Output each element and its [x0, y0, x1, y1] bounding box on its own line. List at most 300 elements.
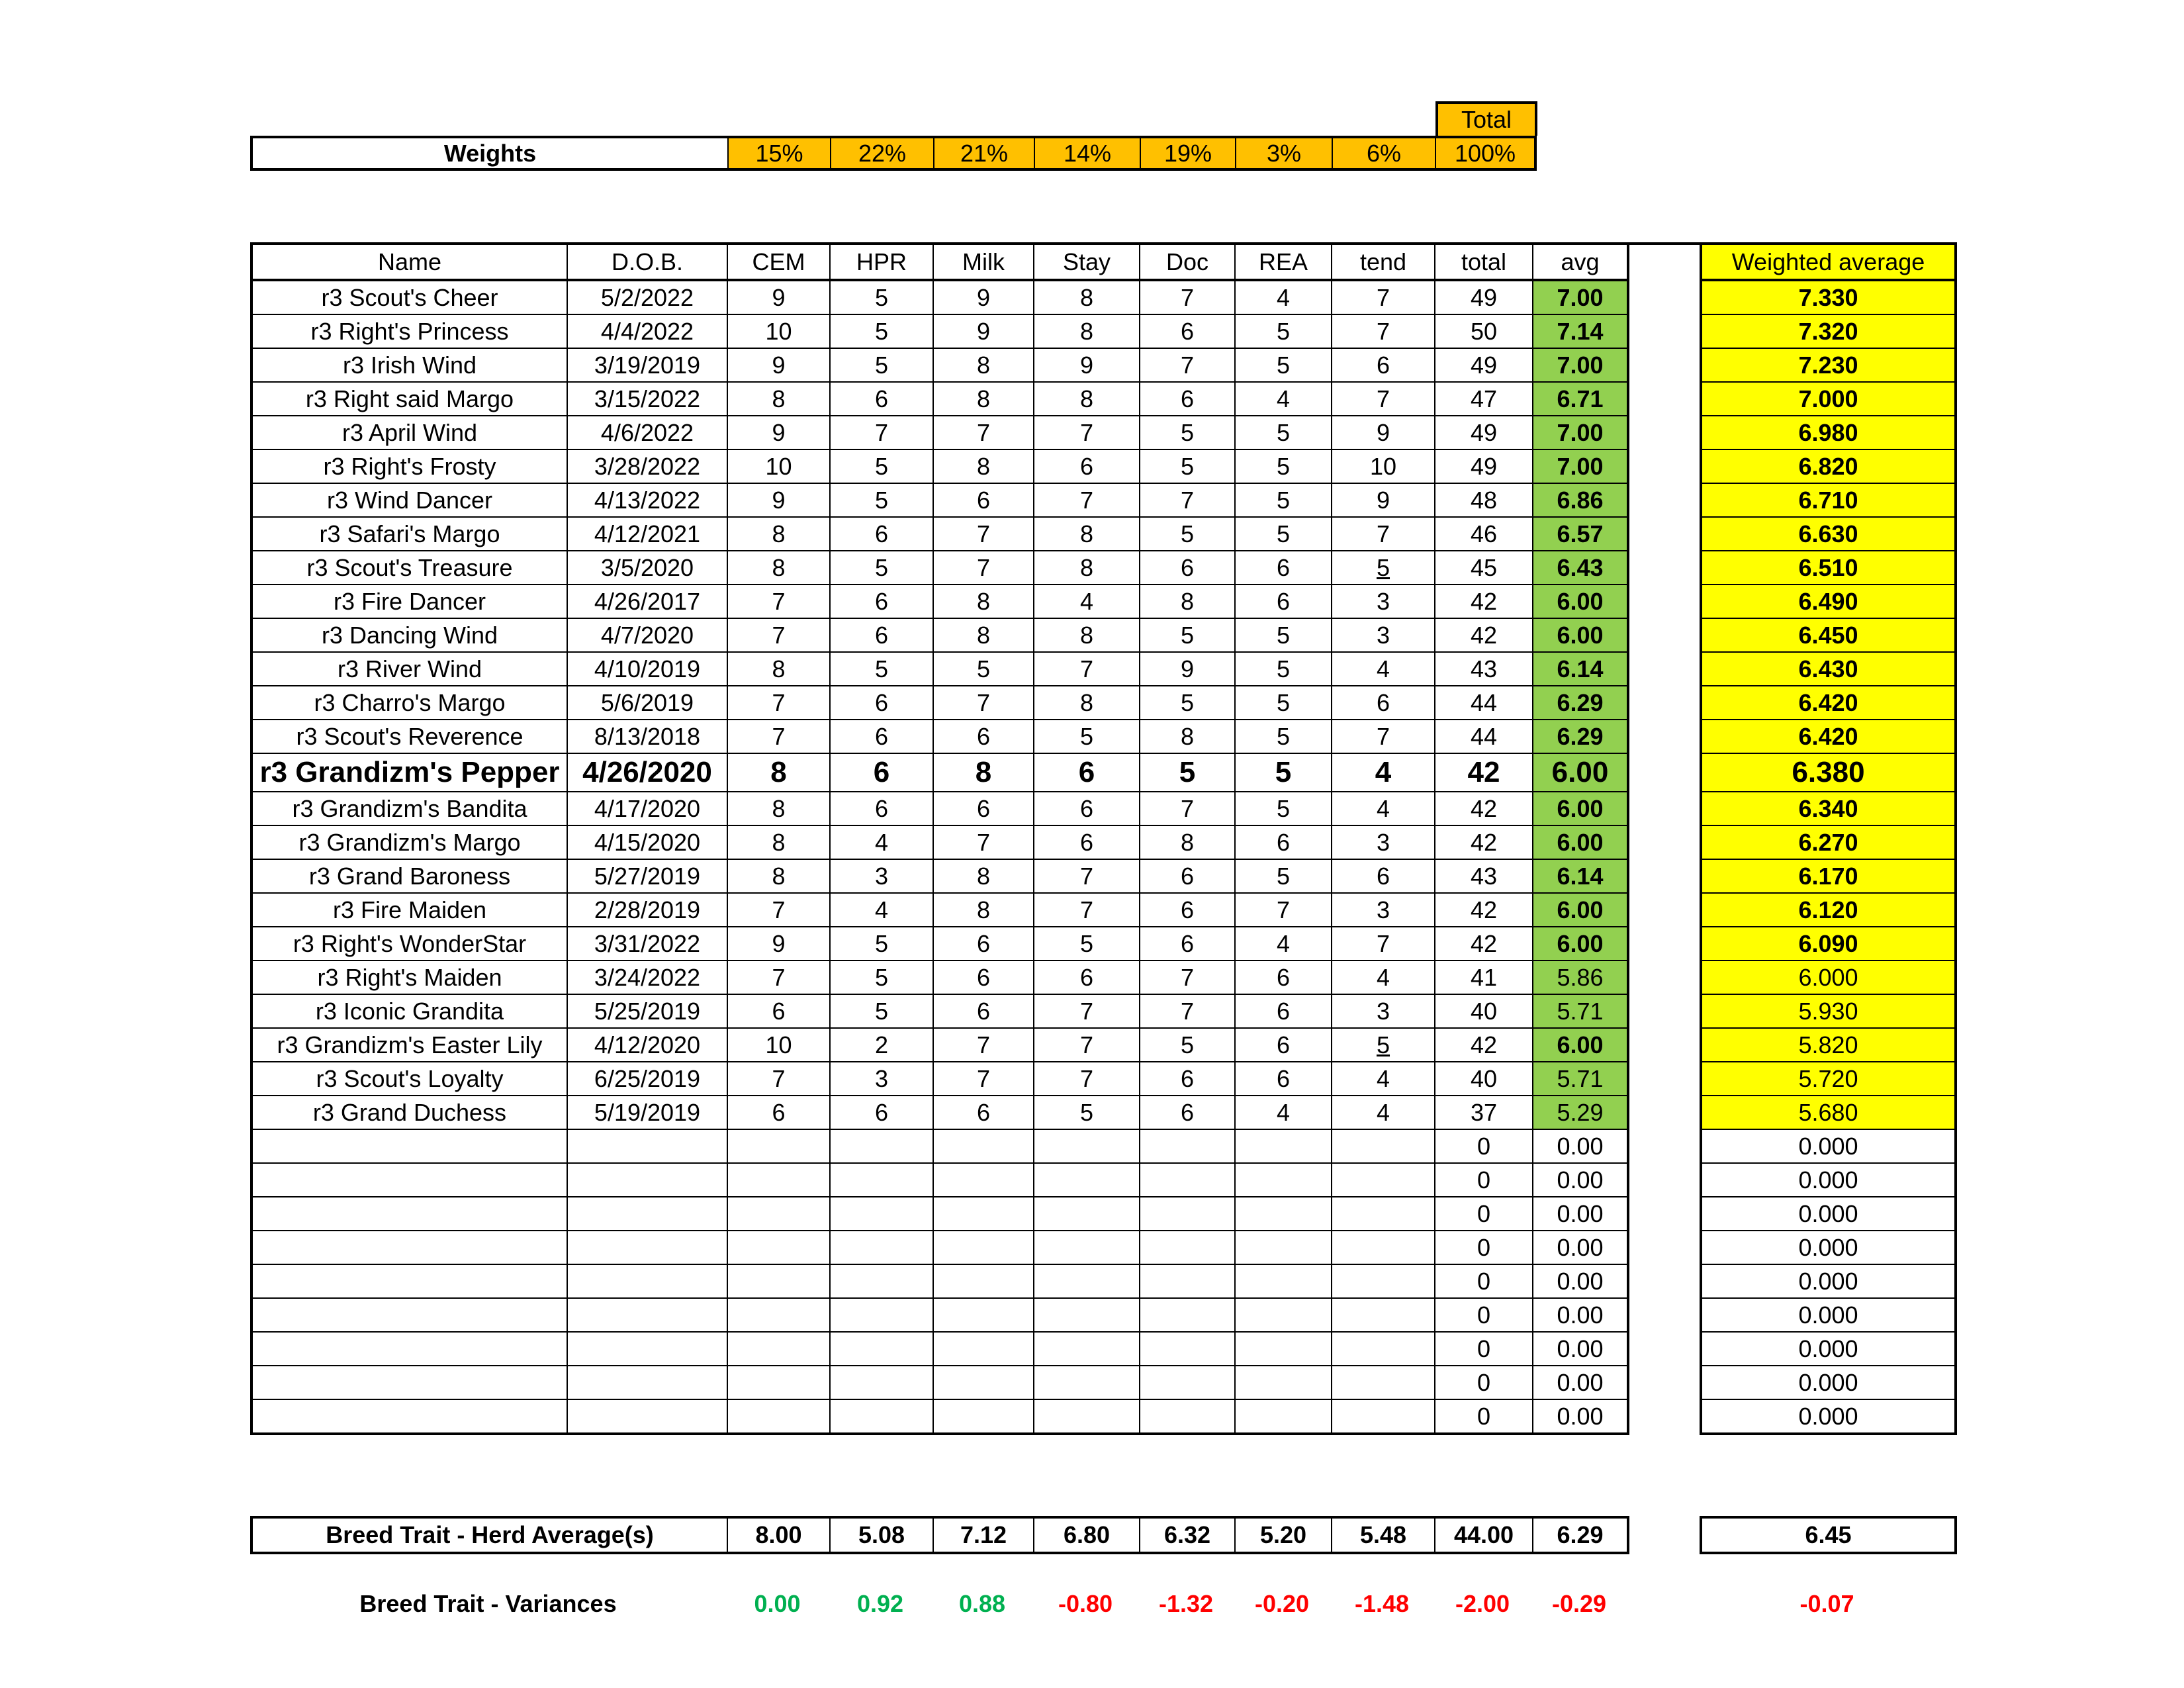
cell-name[interactable]	[251, 382, 567, 416]
cell-total[interactable]	[1435, 1163, 1533, 1197]
cell-stay[interactable]	[1034, 1231, 1140, 1264]
cell-cem[interactable]	[727, 517, 830, 551]
cell-weighted-average[interactable]	[1701, 859, 1956, 893]
cell-doc[interactable]	[1140, 927, 1235, 961]
cell-stay[interactable]	[1034, 1028, 1140, 1062]
cell-avg[interactable]	[1533, 1129, 1628, 1163]
cell-tend[interactable]	[1332, 1399, 1435, 1434]
cell-weighted-average[interactable]	[1701, 961, 1956, 994]
cell-weighted-average[interactable]	[1701, 1332, 1956, 1366]
herd-avg-total[interactable]: 44.00	[1435, 1517, 1533, 1553]
cell-dob[interactable]	[567, 1231, 727, 1264]
cell-doc[interactable]	[1140, 1197, 1235, 1231]
cell-stay[interactable]	[1034, 720, 1140, 753]
cell-dob[interactable]	[567, 1332, 727, 1366]
cell-doc[interactable]	[1140, 1062, 1235, 1096]
cell-tend[interactable]	[1332, 825, 1435, 859]
cell-avg[interactable]	[1533, 1332, 1628, 1366]
cell-avg[interactable]	[1533, 753, 1628, 792]
cell-tend[interactable]	[1332, 348, 1435, 382]
cell-dob[interactable]	[567, 686, 727, 720]
cell-milk[interactable]	[933, 686, 1034, 720]
cell-cem[interactable]	[727, 753, 830, 792]
cell-tend[interactable]	[1332, 1197, 1435, 1231]
cell-dob[interactable]	[567, 382, 727, 416]
cell-avg[interactable]	[1533, 1163, 1628, 1197]
cell-stay[interactable]	[1034, 753, 1140, 792]
cell-total[interactable]	[1435, 314, 1533, 348]
cell-stay[interactable]	[1034, 1298, 1140, 1332]
cell-name[interactable]	[251, 1129, 567, 1163]
cell-hpr[interactable]	[830, 686, 933, 720]
cell-weighted-average[interactable]	[1701, 825, 1956, 859]
cell-cem[interactable]	[727, 1197, 830, 1231]
cell-weighted-average[interactable]	[1701, 280, 1956, 314]
herd-avg-rea[interactable]: 5.20	[1235, 1517, 1332, 1553]
cell-weighted-average[interactable]	[1701, 893, 1956, 927]
cell-rea[interactable]	[1235, 994, 1332, 1028]
cell-dob[interactable]	[567, 1264, 727, 1298]
cell-stay[interactable]	[1034, 1163, 1140, 1197]
cell-doc[interactable]	[1140, 618, 1235, 652]
cell-dob[interactable]	[567, 1197, 727, 1231]
cell-cem[interactable]	[727, 1298, 830, 1332]
cell-dob[interactable]	[567, 1129, 727, 1163]
cell-avg[interactable]	[1533, 1062, 1628, 1096]
cell-tend[interactable]	[1332, 1231, 1435, 1264]
header-stay[interactable]: Stay	[1034, 244, 1140, 280]
cell-name[interactable]	[251, 585, 567, 618]
cell-dob[interactable]	[567, 1096, 727, 1129]
cell-milk[interactable]	[933, 1028, 1034, 1062]
cell-hpr[interactable]	[830, 825, 933, 859]
weights-total-header[interactable]: Total	[1435, 101, 1537, 136]
herd-avg-doc[interactable]: 6.32	[1140, 1517, 1235, 1553]
cell-total[interactable]	[1435, 927, 1533, 961]
cell-weighted-average[interactable]	[1701, 1096, 1956, 1129]
cell-weighted-average[interactable]	[1701, 927, 1956, 961]
cell-hpr[interactable]	[830, 618, 933, 652]
cell-cem[interactable]	[727, 1163, 830, 1197]
cell-doc[interactable]	[1140, 1028, 1235, 1062]
cell-weighted-average[interactable]	[1701, 1163, 1956, 1197]
cell-hpr[interactable]	[830, 961, 933, 994]
cell-rea[interactable]	[1235, 449, 1332, 483]
cell-tend[interactable]	[1332, 893, 1435, 927]
cell-rea[interactable]	[1235, 1366, 1332, 1399]
cell-milk[interactable]	[933, 1298, 1034, 1332]
cell-total[interactable]	[1435, 449, 1533, 483]
cell-rea[interactable]	[1235, 1197, 1332, 1231]
cell-total[interactable]	[1435, 1197, 1533, 1231]
cell-stay[interactable]	[1034, 825, 1140, 859]
cell-total[interactable]	[1435, 753, 1533, 792]
cell-total[interactable]	[1435, 382, 1533, 416]
cell-tend[interactable]	[1332, 483, 1435, 517]
cell-avg[interactable]	[1533, 686, 1628, 720]
cell-hpr[interactable]	[830, 1399, 933, 1434]
cell-avg[interactable]	[1533, 652, 1628, 686]
cell-milk[interactable]	[933, 1399, 1034, 1434]
cell-name[interactable]	[251, 792, 567, 825]
cell-total[interactable]	[1435, 551, 1533, 585]
cell-doc[interactable]	[1140, 517, 1235, 551]
cell-milk[interactable]	[933, 1332, 1034, 1366]
cell-tend[interactable]	[1332, 314, 1435, 348]
cell-rea[interactable]	[1235, 927, 1332, 961]
cell-total[interactable]	[1435, 1096, 1533, 1129]
cell-weighted-average[interactable]	[1701, 1366, 1956, 1399]
cell-name[interactable]	[251, 927, 567, 961]
cell-rea[interactable]	[1235, 280, 1332, 314]
cell-weighted-average[interactable]	[1701, 348, 1956, 382]
weight-stay[interactable]: 14%	[1035, 138, 1141, 168]
cell-doc[interactable]	[1140, 961, 1235, 994]
cell-avg[interactable]	[1533, 859, 1628, 893]
cell-hpr[interactable]	[830, 416, 933, 449]
cell-name[interactable]	[251, 686, 567, 720]
cell-milk[interactable]	[933, 893, 1034, 927]
cell-doc[interactable]	[1140, 1399, 1235, 1434]
header-hpr[interactable]: HPR	[830, 244, 933, 280]
cell-hpr[interactable]	[830, 585, 933, 618]
cell-tend[interactable]	[1332, 961, 1435, 994]
cell-dob[interactable]	[567, 1366, 727, 1399]
herd-avg-milk[interactable]: 7.12	[933, 1517, 1034, 1553]
cell-milk[interactable]	[933, 618, 1034, 652]
cell-tend[interactable]	[1332, 1129, 1435, 1163]
cell-avg[interactable]	[1533, 517, 1628, 551]
herd-avg-cem[interactable]: 8.00	[727, 1517, 830, 1553]
cell-weighted-average[interactable]	[1701, 314, 1956, 348]
cell-dob[interactable]	[567, 618, 727, 652]
cell-total[interactable]	[1435, 652, 1533, 686]
cell-rea[interactable]	[1235, 1298, 1332, 1332]
cell-doc[interactable]	[1140, 314, 1235, 348]
cell-total[interactable]	[1435, 1366, 1533, 1399]
cell-name[interactable]	[251, 1264, 567, 1298]
cell-total[interactable]	[1435, 416, 1533, 449]
cell-avg[interactable]	[1533, 551, 1628, 585]
weight-rea[interactable]: 3%	[1236, 138, 1333, 168]
cell-milk[interactable]	[933, 825, 1034, 859]
cell-rea[interactable]	[1235, 416, 1332, 449]
herd-avg-stay[interactable]: 6.80	[1034, 1517, 1140, 1553]
cell-doc[interactable]	[1140, 994, 1235, 1028]
cell-hpr[interactable]	[830, 1298, 933, 1332]
cell-hpr[interactable]	[830, 517, 933, 551]
cell-milk[interactable]	[933, 927, 1034, 961]
cell-cem[interactable]	[727, 893, 830, 927]
cell-name[interactable]	[251, 517, 567, 551]
cell-milk[interactable]	[933, 348, 1034, 382]
cell-hpr[interactable]	[830, 1231, 933, 1264]
cell-tend[interactable]	[1332, 416, 1435, 449]
cell-rea[interactable]	[1235, 961, 1332, 994]
cell-doc[interactable]	[1140, 382, 1235, 416]
cell-avg[interactable]	[1533, 961, 1628, 994]
cell-avg[interactable]	[1533, 927, 1628, 961]
cell-name[interactable]	[251, 825, 567, 859]
cell-hpr[interactable]	[830, 994, 933, 1028]
cell-avg[interactable]	[1533, 449, 1628, 483]
cell-hpr[interactable]	[830, 1096, 933, 1129]
cell-stay[interactable]	[1034, 314, 1140, 348]
cell-weighted-average[interactable]	[1701, 1062, 1956, 1096]
cell-name[interactable]	[251, 1399, 567, 1434]
cell-stay[interactable]	[1034, 517, 1140, 551]
cell-hpr[interactable]	[830, 348, 933, 382]
cell-rea[interactable]	[1235, 517, 1332, 551]
cell-cem[interactable]	[727, 382, 830, 416]
cell-dob[interactable]	[567, 517, 727, 551]
cell-weighted-average[interactable]	[1701, 382, 1956, 416]
weight-cem[interactable]: 15%	[729, 138, 831, 168]
cell-dob[interactable]	[567, 792, 727, 825]
cell-cem[interactable]	[727, 449, 830, 483]
cell-hpr[interactable]	[830, 1028, 933, 1062]
cell-cem[interactable]	[727, 1096, 830, 1129]
cell-doc[interactable]	[1140, 825, 1235, 859]
cell-avg[interactable]	[1533, 585, 1628, 618]
cell-weighted-average[interactable]	[1701, 1298, 1956, 1332]
cell-doc[interactable]	[1140, 652, 1235, 686]
header-weighted-average[interactable]: Weighted average	[1701, 244, 1956, 280]
cell-hpr[interactable]	[830, 859, 933, 893]
cell-hpr[interactable]	[830, 1332, 933, 1366]
cell-rea[interactable]	[1235, 1062, 1332, 1096]
cell-cem[interactable]	[727, 280, 830, 314]
cell-avg[interactable]	[1533, 825, 1628, 859]
cell-milk[interactable]	[933, 483, 1034, 517]
cell-doc[interactable]	[1140, 551, 1235, 585]
cell-weighted-average[interactable]	[1701, 994, 1956, 1028]
cell-stay[interactable]	[1034, 792, 1140, 825]
cell-doc[interactable]	[1140, 1332, 1235, 1366]
cell-avg[interactable]	[1533, 416, 1628, 449]
header-doc[interactable]: Doc	[1140, 244, 1235, 280]
cell-stay[interactable]	[1034, 348, 1140, 382]
cell-doc[interactable]	[1140, 449, 1235, 483]
cell-total[interactable]	[1435, 1028, 1533, 1062]
cell-name[interactable]	[251, 1096, 567, 1129]
header-rea[interactable]: REA	[1235, 244, 1332, 280]
cell-tend[interactable]	[1332, 1366, 1435, 1399]
cell-milk[interactable]	[933, 753, 1034, 792]
cell-dob[interactable]	[567, 449, 727, 483]
cell-milk[interactable]	[933, 859, 1034, 893]
cell-dob[interactable]	[567, 1028, 727, 1062]
cell-name[interactable]	[251, 1298, 567, 1332]
cell-doc[interactable]	[1140, 1129, 1235, 1163]
cell-doc[interactable]	[1140, 792, 1235, 825]
cell-total[interactable]	[1435, 585, 1533, 618]
cell-name[interactable]	[251, 618, 567, 652]
cell-total[interactable]	[1435, 792, 1533, 825]
cell-milk[interactable]	[933, 1231, 1034, 1264]
cell-doc[interactable]	[1140, 753, 1235, 792]
cell-milk[interactable]	[933, 961, 1034, 994]
cell-avg[interactable]	[1533, 618, 1628, 652]
cell-avg[interactable]	[1533, 1231, 1628, 1264]
header-milk[interactable]: Milk	[933, 244, 1034, 280]
cell-total[interactable]	[1435, 825, 1533, 859]
cell-hpr[interactable]	[830, 551, 933, 585]
cell-stay[interactable]	[1034, 1399, 1140, 1434]
cell-stay[interactable]	[1034, 449, 1140, 483]
herd-avg-weighted[interactable]: 6.45	[1701, 1517, 1956, 1553]
cell-name[interactable]	[251, 551, 567, 585]
cell-rea[interactable]	[1235, 893, 1332, 927]
cell-total[interactable]	[1435, 893, 1533, 927]
cell-total[interactable]	[1435, 720, 1533, 753]
cell-weighted-average[interactable]	[1701, 1399, 1956, 1434]
cell-dob[interactable]	[567, 1298, 727, 1332]
weight-total[interactable]: 100%	[1436, 138, 1534, 168]
cell-total[interactable]	[1435, 280, 1533, 314]
cell-stay[interactable]	[1034, 652, 1140, 686]
header-total[interactable]: total	[1435, 244, 1533, 280]
cell-dob[interactable]	[567, 753, 727, 792]
cell-dob[interactable]	[567, 859, 727, 893]
cell-cem[interactable]	[727, 825, 830, 859]
cell-doc[interactable]	[1140, 1163, 1235, 1197]
cell-hpr[interactable]	[830, 893, 933, 927]
cell-name[interactable]	[251, 280, 567, 314]
cell-weighted-average[interactable]	[1701, 753, 1956, 792]
cell-tend[interactable]	[1332, 652, 1435, 686]
cell-rea[interactable]	[1235, 1028, 1332, 1062]
herd-avg-tend[interactable]: 5.48	[1332, 1517, 1435, 1553]
cell-cem[interactable]	[727, 686, 830, 720]
cell-name[interactable]	[251, 348, 567, 382]
cell-rea[interactable]	[1235, 1129, 1332, 1163]
cell-stay[interactable]	[1034, 927, 1140, 961]
cell-name[interactable]	[251, 893, 567, 927]
header-tend[interactable]: tend	[1332, 244, 1435, 280]
header-avg[interactable]: avg	[1533, 244, 1628, 280]
cell-milk[interactable]	[933, 994, 1034, 1028]
cell-stay[interactable]	[1034, 893, 1140, 927]
cell-cem[interactable]	[727, 961, 830, 994]
cell-rea[interactable]	[1235, 314, 1332, 348]
header-dob[interactable]: D.O.B.	[567, 244, 727, 280]
cell-rea[interactable]	[1235, 1096, 1332, 1129]
cell-tend[interactable]	[1332, 994, 1435, 1028]
cell-cem[interactable]	[727, 1264, 830, 1298]
cell-weighted-average[interactable]	[1701, 1197, 1956, 1231]
cell-stay[interactable]	[1034, 961, 1140, 994]
cell-cem[interactable]	[727, 585, 830, 618]
cell-doc[interactable]	[1140, 720, 1235, 753]
cell-name[interactable]	[251, 859, 567, 893]
cell-hpr[interactable]	[830, 1163, 933, 1197]
cell-cem[interactable]	[727, 483, 830, 517]
cell-total[interactable]	[1435, 1062, 1533, 1096]
cell-cem[interactable]	[727, 1231, 830, 1264]
weight-doc[interactable]: 19%	[1141, 138, 1236, 168]
cell-avg[interactable]	[1533, 1298, 1628, 1332]
cell-avg[interactable]	[1533, 483, 1628, 517]
cell-milk[interactable]	[933, 280, 1034, 314]
cell-rea[interactable]	[1235, 1231, 1332, 1264]
cell-name[interactable]	[251, 1163, 567, 1197]
cell-stay[interactable]	[1034, 1366, 1140, 1399]
cell-hpr[interactable]	[830, 280, 933, 314]
cell-cem[interactable]	[727, 416, 830, 449]
cell-dob[interactable]	[567, 825, 727, 859]
cell-cem[interactable]	[727, 859, 830, 893]
cell-avg[interactable]	[1533, 1197, 1628, 1231]
cell-weighted-average[interactable]	[1701, 483, 1956, 517]
cell-name[interactable]	[251, 483, 567, 517]
cell-tend[interactable]	[1332, 1062, 1435, 1096]
cell-avg[interactable]	[1533, 1399, 1628, 1434]
cell-weighted-average[interactable]	[1701, 686, 1956, 720]
cell-tend[interactable]	[1332, 517, 1435, 551]
cell-hpr[interactable]	[830, 720, 933, 753]
cell-cem[interactable]	[727, 652, 830, 686]
cell-doc[interactable]	[1140, 859, 1235, 893]
cell-total[interactable]	[1435, 1332, 1533, 1366]
cell-avg[interactable]	[1533, 994, 1628, 1028]
weight-hpr[interactable]: 22%	[831, 138, 934, 168]
cell-rea[interactable]	[1235, 686, 1332, 720]
cell-milk[interactable]	[933, 1163, 1034, 1197]
cell-total[interactable]	[1435, 1298, 1533, 1332]
cell-avg[interactable]	[1533, 792, 1628, 825]
cell-tend[interactable]	[1332, 382, 1435, 416]
cell-avg[interactable]	[1533, 1096, 1628, 1129]
cell-rea[interactable]	[1235, 859, 1332, 893]
cell-stay[interactable]	[1034, 382, 1140, 416]
cell-avg[interactable]	[1533, 893, 1628, 927]
cell-cem[interactable]	[727, 1129, 830, 1163]
cell-avg[interactable]	[1533, 382, 1628, 416]
cell-weighted-average[interactable]	[1701, 551, 1956, 585]
cell-tend[interactable]	[1332, 927, 1435, 961]
cell-dob[interactable]	[567, 483, 727, 517]
cell-dob[interactable]	[567, 416, 727, 449]
cell-rea[interactable]	[1235, 551, 1332, 585]
cell-tend[interactable]	[1332, 280, 1435, 314]
cell-total[interactable]	[1435, 517, 1533, 551]
cell-tend[interactable]	[1332, 753, 1435, 792]
cell-milk[interactable]	[933, 792, 1034, 825]
cell-stay[interactable]	[1034, 585, 1140, 618]
cell-stay[interactable]	[1034, 1062, 1140, 1096]
cell-avg[interactable]	[1533, 1264, 1628, 1298]
cell-tend[interactable]	[1332, 1096, 1435, 1129]
cell-cem[interactable]	[727, 551, 830, 585]
cell-tend[interactable]	[1332, 449, 1435, 483]
cell-doc[interactable]	[1140, 348, 1235, 382]
cell-milk[interactable]	[933, 1129, 1034, 1163]
cell-weighted-average[interactable]	[1701, 1129, 1956, 1163]
cell-doc[interactable]	[1140, 416, 1235, 449]
cell-milk[interactable]	[933, 517, 1034, 551]
cell-dob[interactable]	[567, 720, 727, 753]
weight-milk[interactable]: 21%	[934, 138, 1035, 168]
header-name[interactable]: Name	[251, 244, 567, 280]
cell-name[interactable]	[251, 652, 567, 686]
cell-milk[interactable]	[933, 449, 1034, 483]
cell-tend[interactable]	[1332, 585, 1435, 618]
cell-rea[interactable]	[1235, 1399, 1332, 1434]
cell-hpr[interactable]	[830, 1129, 933, 1163]
herd-avg-avg[interactable]: 6.29	[1533, 1517, 1628, 1553]
cell-milk[interactable]	[933, 314, 1034, 348]
